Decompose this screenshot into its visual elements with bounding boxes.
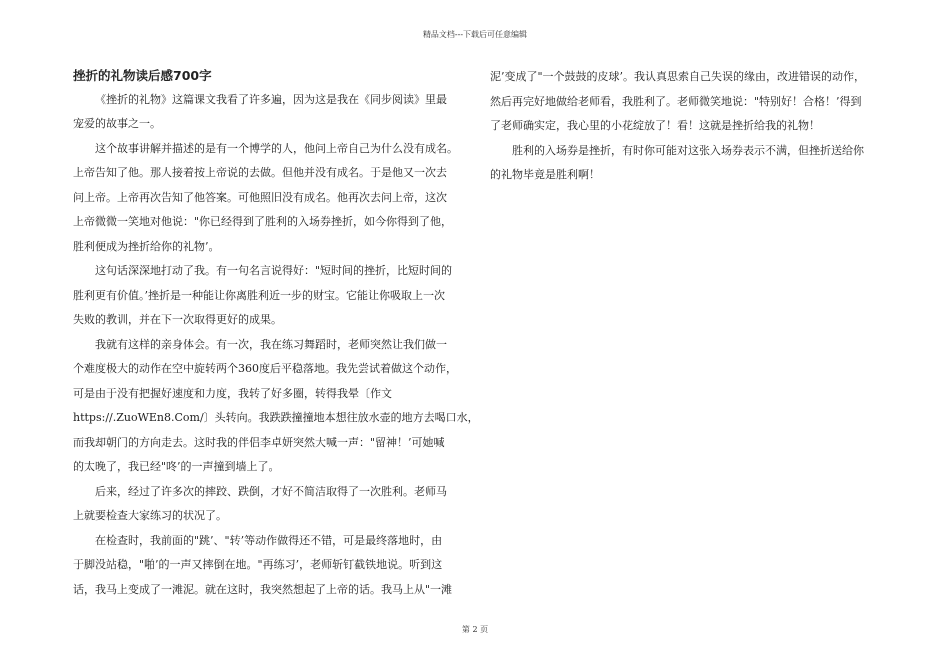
text-line: 于脚没站稳，"啪’的一声又摔倒在地。"再练习’，老师斩钉截铁地说。听到这 [73,558,443,571]
text-line: 上帝微微一笑地对他说："你已经得到了胜利的入场券挫折，如今你得到了他， [73,215,453,228]
text-line: 然后再完好地做给老师看，我胜利了。老师微笑地说："特别好！合格！’得到 [490,94,862,108]
text-line: 了老师确实定，我心里的小花绽放了！看！这就是挫折给我的礼物！ [490,119,820,132]
text-line: 可是由于没有把握好速度和力度，我转了好多圈，转得我晕〔作文 [73,386,392,400]
text-line: 胜利便成为挫折给你的礼物’。 [73,239,220,253]
text-line: 《挫折的礼物》这篇课文我看了许多遍，因为这是我在《同步阅读》里最 [95,92,447,106]
text-line: 的太晚了，我已经"咚’的一声撞到墙上了。 [73,460,280,473]
text-line: 宠爱的故事之一。 [73,117,161,130]
text-line: 在检查时，我前面的"跳’、"转’等动作做得还不错，可是最终落地时，由 [95,533,443,547]
page-header: 精品文档---下载后可任意编辑 [422,30,528,39]
text-line: 我就有这样的亲身体会。有一次，我在练习舞蹈时，老师突然让我们做一 [95,337,447,351]
text-line: 的礼物毕竟是胜利啊！ [490,168,600,181]
text-line: 胜利更有价值。’挫折是一种能让你离胜利近一步的财宝。它能让你吸取上一次 [73,288,445,302]
left-column-text [73,88,479,603]
text-line: 这句话深深地打动了我。有一句名言说得好："短时间的挫折，比短时间的 [95,264,453,277]
text-line: 而我却朝门的方向走去。这时我的伴侣李卓妍突然大喊一声："留神！’可她喊 [73,435,445,449]
text-line: 泥’变成了"一个鼓鼓的皮球’。我认真思索自己失误的缘由，改进错误的动作， [490,70,866,83]
text-line: 个难度极大的动作在空中旋转两个360度后平稳落地。我先尝试着做这个动作， [73,362,457,375]
text-line: https://.ZuoWEn8.Com/〕头转向。我跌跌撞撞地本想往放水壶的地方去喝口水， [73,411,479,424]
text-line: 上帝告知了他。那人接着按上帝说的去做。但他并没有成名。于是他又一次去 [73,166,447,179]
text-line: 话，我马上变成了一滩泥。就在这时，我突然想起了上帝的话。我马上从"一滩 [73,582,453,596]
text-line: 这个故事讲解并描述的是有一个博学的人，他问上帝自己为什么没有成名。 [95,141,458,155]
text-line: 问上帝。上帝再次告知了他答案。可他照旧没有成名。他再次去问上帝，这次 [73,190,447,204]
page-number: 第 2 页 [461,625,489,634]
text-line: 胜利的入场券是挫折，有时你可能对这张入场券表示不满，但挫折送给你 [512,143,864,157]
right-column [490,65,880,188]
text-line: 失败的教训，并在下一次取得更好的成果。 [73,313,282,326]
article-title: 挫折的礼物读后感700字 [73,68,212,83]
text-line: 后来，经过了许多次的摔跤、跌倒，才好不简洁取得了一次胜利。老师马 [95,484,447,498]
right-column-text [490,65,880,188]
text-line: 上就要检查大家练习的状况了。 [73,509,227,522]
left-column [73,65,479,602]
